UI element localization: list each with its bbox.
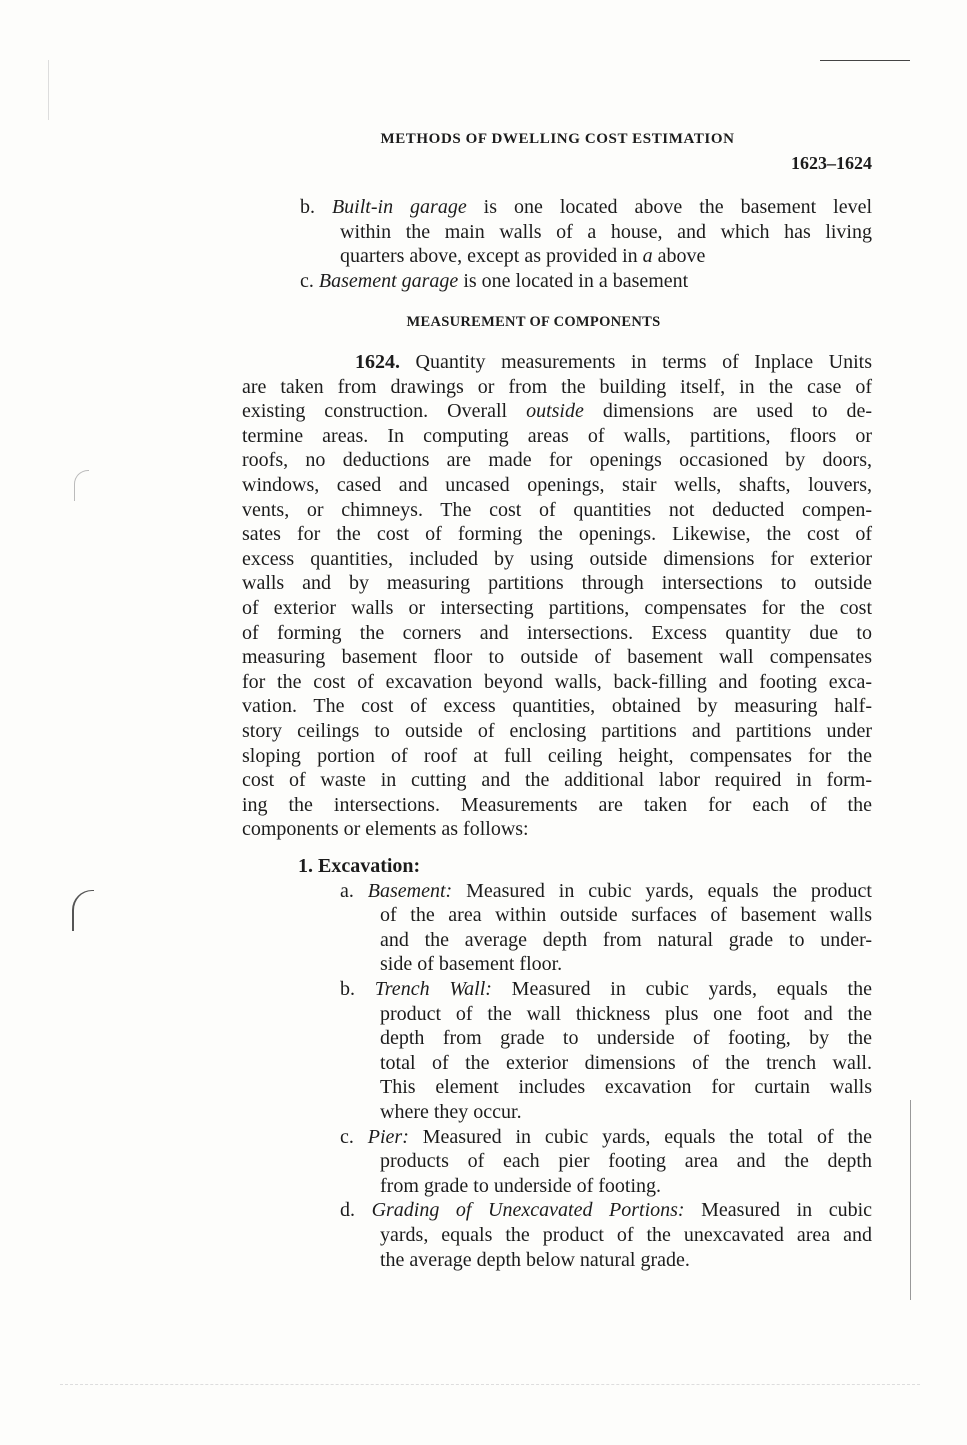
text-line bbox=[340, 879, 872, 904]
excavation-item bbox=[340, 1125, 872, 1199]
running-head: METHODS OF DWELLING COST ESTIMATION bbox=[380, 131, 735, 147]
garage-item bbox=[300, 195, 872, 269]
text-line bbox=[340, 1149, 872, 1174]
text-run: windows, cased and uncased openings, stair wells, shafts, louvers, bbox=[242, 473, 872, 496]
italic-term: a bbox=[642, 245, 653, 268]
text-run: depth from grade to underside of footing, by the bbox=[380, 1027, 872, 1050]
text-run: yards, equals the product of the unexcavated area and bbox=[380, 1223, 872, 1246]
text-run: story ceilings to outside of enclosing partitions and partitions under bbox=[242, 719, 872, 742]
text-line bbox=[340, 928, 872, 953]
text-run: sloping portion of roof at full ceiling height, compensates for the bbox=[242, 744, 872, 767]
text-line bbox=[242, 768, 872, 793]
text-line bbox=[242, 694, 872, 719]
text-run: cost of waste in cutting and the additional labor required in form- bbox=[242, 769, 872, 792]
text-run: c. bbox=[300, 269, 319, 292]
text-line bbox=[340, 1051, 872, 1076]
text-run: d. bbox=[340, 1199, 372, 1222]
text-line bbox=[340, 952, 872, 977]
text-line bbox=[300, 269, 872, 294]
text-run: of the area within outside surfaces of basement walls bbox=[380, 904, 872, 927]
italic-term: Trench Wall: bbox=[374, 977, 492, 1000]
italic-term: Basement garage bbox=[318, 269, 459, 292]
text-run: vation. The cost of excess quantities, obtained by measuring half- bbox=[242, 695, 872, 718]
text-line bbox=[340, 1075, 872, 1100]
scan-edge-mark bbox=[60, 1384, 920, 1385]
text-run: Measured in cubic yards, equals the product bbox=[452, 879, 872, 902]
text-run: Measured in cubic bbox=[684, 1199, 873, 1222]
text-line bbox=[300, 220, 872, 245]
text-run: ing the intersections. Measurements are taken for each of the bbox=[242, 793, 872, 816]
excavation-heading: 1. Excavation: bbox=[298, 855, 421, 877]
text-line bbox=[340, 1100, 872, 1125]
excavation-items bbox=[340, 879, 872, 1273]
excavation-section bbox=[298, 854, 873, 1272]
text-run: of forming the corners and intersections. Excess quantity due to bbox=[242, 621, 872, 644]
text-run: side of basement floor. bbox=[380, 953, 563, 976]
text-line bbox=[242, 621, 872, 646]
text-line bbox=[242, 645, 872, 670]
excavation-item bbox=[340, 1198, 872, 1272]
scan-edge-mark bbox=[74, 470, 89, 501]
italic-term: Built-in garage bbox=[331, 196, 467, 218]
text-run: for the cost of excavation beyond walls, back-filling and footing exca- bbox=[242, 670, 872, 693]
text-line bbox=[340, 1002, 872, 1027]
text-run: Measured in cubic yards, equals the total of the bbox=[408, 1125, 872, 1148]
text-run: quarters above, except as provided in bbox=[340, 245, 643, 268]
italic-term: Basement: bbox=[367, 879, 453, 902]
italic-term: Pier: bbox=[367, 1125, 409, 1148]
text-run: excess quantities, included by using outside dimensions for exterior bbox=[242, 547, 872, 570]
page-range: 1623–1624 bbox=[791, 153, 872, 173]
bold-number: 1624. bbox=[355, 351, 400, 373]
scan-edge-mark bbox=[820, 60, 910, 61]
text-line bbox=[340, 977, 872, 1002]
text-run: and the average depth from natural grade to under- bbox=[380, 928, 872, 951]
text-run: total of the exterior dimensions of the trench wall. bbox=[380, 1051, 872, 1074]
text-line bbox=[340, 1125, 872, 1150]
scan-edge-mark bbox=[910, 1100, 911, 1300]
text-run: measuring basement floor to outside of basement wall compensates bbox=[242, 646, 872, 669]
text-line bbox=[242, 350, 872, 375]
text-line bbox=[242, 547, 872, 572]
text-run: b. bbox=[300, 196, 332, 218]
text-run: Measured in cubic yards, equals the bbox=[491, 977, 872, 1000]
text-line bbox=[340, 1174, 872, 1199]
text-line bbox=[242, 596, 872, 621]
italic-term: Grading of Unexcavated Portions: bbox=[371, 1199, 685, 1222]
text-line bbox=[242, 522, 872, 547]
text-run: components or elements as follows: bbox=[242, 818, 529, 841]
text-line bbox=[340, 1026, 872, 1051]
text-line bbox=[300, 244, 872, 269]
text-line bbox=[340, 903, 872, 928]
text-line bbox=[242, 448, 872, 473]
text-run: termine areas. In computing areas of walls, partitions, floors or bbox=[242, 424, 872, 447]
excavation-item bbox=[340, 879, 872, 977]
text-run: where they occur. bbox=[380, 1100, 522, 1123]
section-heading: MEASUREMENT OF COMPONENTS bbox=[406, 314, 661, 330]
text-line bbox=[242, 571, 872, 596]
text-run: is one located above the basement level bbox=[466, 196, 873, 218]
text-line bbox=[242, 424, 872, 449]
text-run: sates for the cost of forming the openings. Likewise, the cost of bbox=[242, 523, 872, 546]
text-run: above bbox=[652, 245, 706, 268]
garage-definitions bbox=[300, 195, 872, 293]
text-run: This element includes excavation for curtain walls bbox=[380, 1076, 872, 1099]
text-line bbox=[242, 473, 872, 498]
text-run: is one located in a basement bbox=[458, 269, 689, 292]
text-run: products of each pier footing area and the depth bbox=[380, 1150, 872, 1173]
garage-item bbox=[300, 269, 872, 294]
text-run: the average depth below natural grade. bbox=[380, 1248, 690, 1271]
text-run: product of the wall thickness plus one foot and the bbox=[380, 1002, 872, 1025]
text-line bbox=[242, 498, 872, 523]
text-line bbox=[340, 1223, 872, 1248]
text-line bbox=[300, 195, 872, 220]
text-run: of exterior walls or intersecting partitions, compensates for the cost bbox=[242, 596, 872, 619]
text-run: roofs, no deductions are made for openings occasioned by doors, bbox=[242, 449, 872, 472]
text-line bbox=[340, 1198, 872, 1223]
excavation-item bbox=[340, 977, 872, 1125]
text-line bbox=[242, 817, 872, 842]
text-run: vents, or chimneys. The cost of quantities not deducted compen- bbox=[242, 498, 872, 521]
scan-edge-mark bbox=[48, 60, 49, 120]
text-line bbox=[242, 670, 872, 695]
text-line bbox=[242, 793, 872, 818]
paragraph-1624 bbox=[242, 350, 872, 842]
italic-term: outside bbox=[526, 400, 584, 423]
text-run: walls and by measuring partitions through intersections to outside bbox=[242, 572, 872, 595]
text-run: existing construction. Overall bbox=[242, 400, 527, 423]
text-line bbox=[242, 744, 872, 769]
text-run: c. bbox=[340, 1125, 368, 1148]
text-line bbox=[340, 1248, 872, 1273]
text-run: are taken from drawings or from the building itself, in the case of bbox=[242, 375, 872, 398]
text-run: b. bbox=[340, 977, 375, 1000]
text-run: dimensions are used to de- bbox=[583, 400, 873, 423]
text-run: Quantity measurements in terms of Inplace Units bbox=[400, 351, 872, 373]
text-line bbox=[242, 375, 872, 400]
text-line bbox=[242, 399, 872, 424]
scan-edge-mark bbox=[72, 890, 94, 931]
text-run: a. bbox=[340, 879, 368, 902]
text-line bbox=[242, 719, 872, 744]
text-run: from grade to underside of footing. bbox=[380, 1174, 662, 1197]
text-run: within the main walls of a house, and which has living bbox=[340, 220, 872, 243]
